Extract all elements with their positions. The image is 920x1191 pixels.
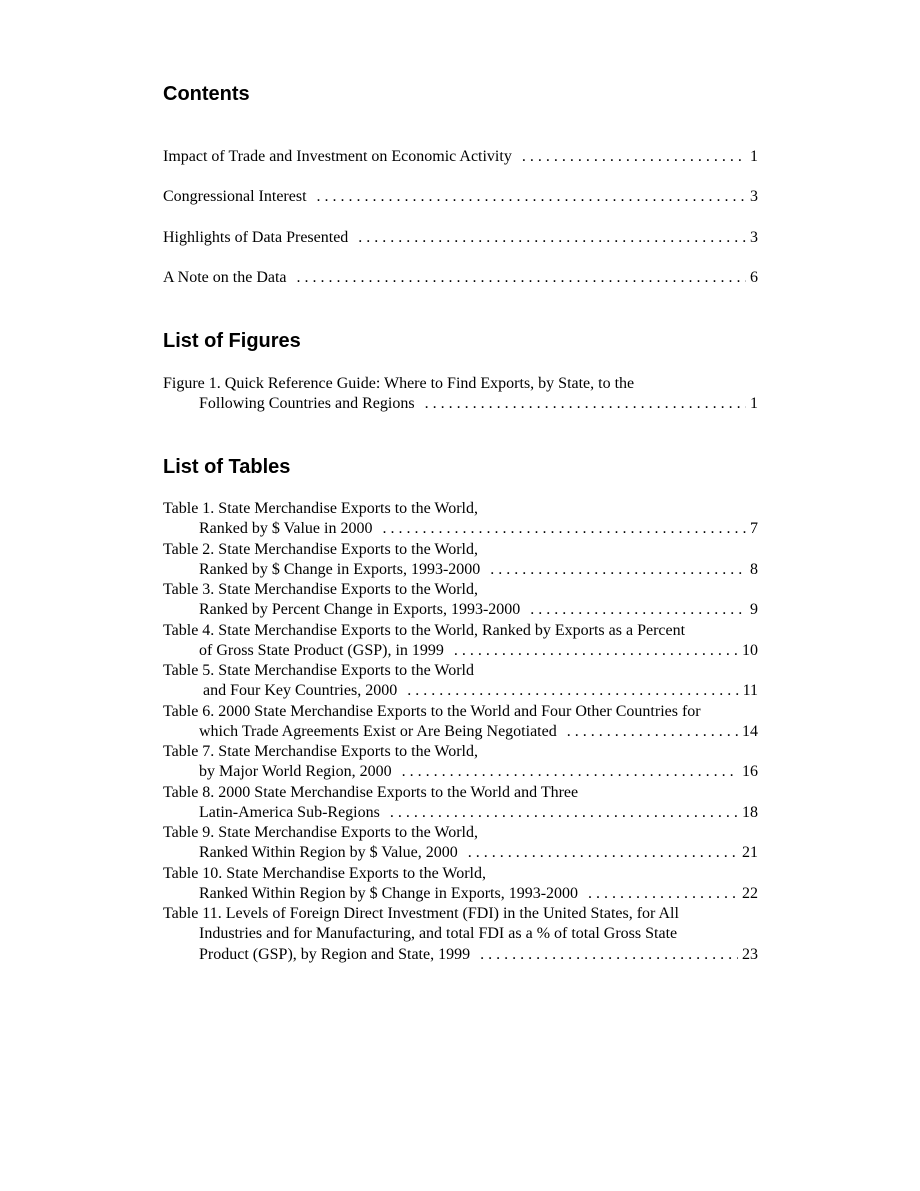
table-entry-page: 21 (742, 844, 758, 862)
toc-entry-page: 3 (750, 188, 758, 205)
table-entry-page: 18 (742, 804, 758, 822)
tables-heading: List of Tables (163, 456, 291, 478)
table-entry-title-line1: Table 1. State Merchandise Exports to the World, (163, 500, 478, 517)
toc-entry-page: 6 (750, 269, 758, 286)
table-entry-title-line1: Table 6. 2000 State Merchandise Exports to the World and Four Other Countries for (163, 703, 701, 720)
table-entry[interactable] (163, 742, 758, 783)
figure-entry-title-line2: Following Countries and Regions (199, 395, 415, 413)
toc-entry-page: 1 (750, 148, 758, 165)
toc-entry-title: Congressional Interest (163, 188, 307, 205)
table-entry-title-line1: Table 2. State Merchandise Exports to the World, (163, 541, 478, 558)
table-entry-page: 14 (742, 723, 758, 741)
table-entry-page: 11 (742, 682, 758, 700)
table-entry-title-line1: Table 5. State Merchandise Exports to the World (163, 662, 474, 679)
figure-entry[interactable] (163, 374, 758, 415)
table-entry-title-line2: Ranked by $ Value in 2000 (199, 520, 373, 538)
toc-entry-title: A Note on the Data (163, 269, 287, 286)
table-entry-title-line3: Product (GSP), by Region and State, 1999 (199, 945, 471, 963)
table-entry-title-line2: Ranked Within Region by $ Value, 2000 (199, 844, 458, 862)
toc-entry-title: Highlights of Data Presented (163, 229, 349, 246)
table-entry-title-line2: Ranked Within Region by $ Change in Exports, 1993-2000 (199, 885, 579, 903)
table-entry-title-line2: Ranked by $ Change in Exports, 1993-2000 (199, 561, 481, 579)
table-entry-page: 8 (750, 561, 758, 579)
table-entry[interactable] (163, 702, 758, 743)
table-entry-page: 10 (742, 642, 758, 660)
table-entry-title-line2: Latin-America Sub-Regions (199, 804, 380, 822)
toc-entry-title: Impact of Trade and Investment on Economic Activity (163, 148, 512, 165)
toc-entry-page: 3 (750, 229, 758, 246)
table-entry[interactable] (163, 904, 758, 965)
table-entry-page: 9 (750, 601, 758, 619)
table-entry-title-line2: and Four Key Countries, 2000 (203, 682, 398, 700)
table-entry-page: 22 (742, 885, 758, 903)
table-entry-title-line1: Table 8. 2000 State Merchandise Exports to the World and Three (163, 784, 579, 801)
table-entry[interactable] (163, 540, 758, 581)
contents-heading: Contents (163, 83, 250, 105)
table-entry[interactable] (163, 783, 758, 824)
figure-entry-page: 1 (750, 395, 758, 413)
table-entry-title-line1: Table 3. State Merchandise Exports to the World, (163, 581, 478, 598)
table-entry-title-line1: Table 4. State Merchandise Exports to the World, Ranked by Exports as a Percent (163, 622, 686, 639)
table-entry-title-line2: Industries and for Manufacturing, and total FDI as a % of total Gross State (199, 925, 678, 943)
table-entry-title-line1: Table 10. State Merchandise Exports to the World, (163, 865, 486, 882)
toc-entry[interactable] (163, 147, 758, 167)
table-entry[interactable] (163, 823, 758, 864)
table-entry-page: 23 (742, 945, 758, 963)
table-entry-page: 7 (750, 520, 758, 538)
table-entry[interactable] (163, 580, 758, 621)
figures-heading: List of Figures (163, 330, 301, 352)
table-entry[interactable] (163, 661, 758, 702)
toc-entry[interactable] (163, 268, 758, 288)
table-entry-title-line2: of Gross State Product (GSP), in 1999 (199, 642, 444, 660)
toc-entry[interactable] (163, 187, 758, 207)
table-entry-title-line1: Table 11. Levels of Foreign Direct Investment (FDI) in the United States, for All (163, 905, 679, 922)
table-entry-title-line2: which Trade Agreements Exist or Are Being Negotiated (199, 723, 557, 741)
table-entry-page: 16 (742, 763, 758, 781)
toc-entry[interactable] (163, 228, 758, 248)
table-entry[interactable] (163, 499, 758, 540)
table-entry-title-line1: Table 7. State Merchandise Exports to the World, (163, 743, 478, 760)
figure-entry-title-line1: Figure 1. Quick Reference Guide: Where to Find Exports, by State, to the (163, 375, 635, 392)
table-entry[interactable] (163, 621, 758, 662)
table-entry-title-line2: by Major World Region, 2000 (199, 763, 392, 781)
table-entry-title-line2: Ranked by Percent Change in Exports, 1993-2000 (199, 601, 521, 619)
table-entry[interactable] (163, 864, 758, 905)
table-entry-title-line1: Table 9. State Merchandise Exports to the World, (163, 824, 478, 841)
